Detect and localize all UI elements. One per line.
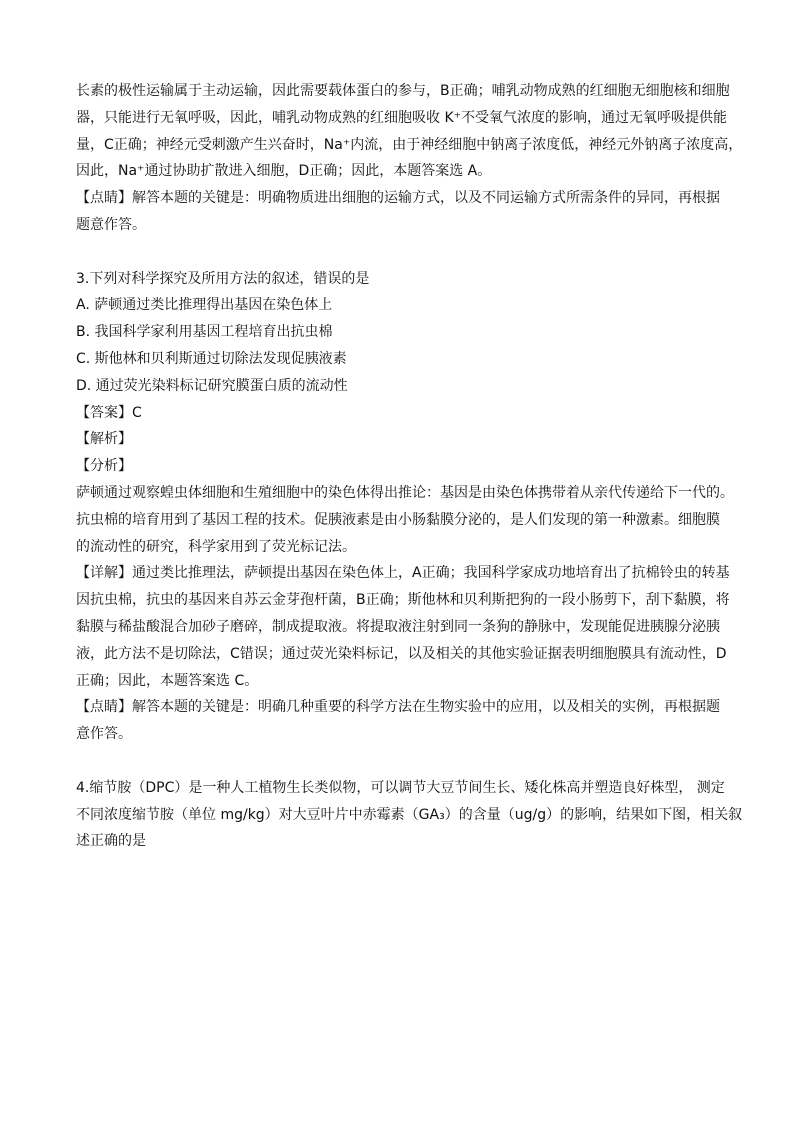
text-line: 黏膜与稀盐酸混合加砂子磨碎，制成提取液。将提取液注射到同一条狗的静脉中，发现能促进胰腺分泌胰 [76, 618, 720, 635]
text-line: 意作答。 [76, 726, 132, 743]
text-line: D. 通过荧光染料标记研究膜蛋白质的流动性 [76, 377, 348, 394]
text-line: 【解析】 [76, 431, 132, 448]
blank-line [76, 748, 736, 775]
text-line: 的流动性的研究，科学家用到了荧光标记法。 [76, 538, 356, 555]
text-line: B. 我国科学家利用基因工程培育出抗虫棉 [76, 324, 333, 341]
text-line: 液，此方法不是切除法，C错误；通过荧光染料标记，以及相关的其他实验证据表明细胞膜具有流动性，D [76, 645, 727, 662]
text-line: 量，C正确；神经元受刺激产生兴奋时，Na⁺内流，由于神经细胞中钠离子浓度低，神经元外钠离子浓度高， [76, 136, 743, 153]
text-line: 【点睛】解答本题的关键是：明确物质进出细胞的运输方式，以及不同运输方式所需条件的异同，再根据 [76, 190, 720, 207]
text-line: 因抗虫棉，抗虫的基因来自苏云金芽孢杆菌，B正确；斯他林和贝利斯把狗的一段小肠剪下，刮下黏膜，将 [76, 592, 730, 609]
text-line: 正确；因此，本题答案选 C。 [76, 672, 259, 689]
text-line: 抗虫棉的培育用到了基因工程的技术。促胰液素是由小肠黏膜分泌的，是人们发现的第一种激素。细胞膜 [76, 511, 720, 528]
text-line: 【点睛】解答本题的关键是：明确几种重要的科学方法在生物实验中的应用，以及相关的实例，再根据题 [76, 699, 720, 716]
text-line: 因此，Na⁺通过协助扩散进入细胞，D正确；因此，本题答案选 A。 [76, 163, 492, 180]
text-line: 长素的极性运输属于主动运输，因此需要载体蛋白的参与，B正确；哺乳动物成熟的红细胞无细胞核和细胞 [76, 83, 730, 99]
blank-line [76, 239, 736, 266]
text-line: 【答案】C [76, 404, 142, 421]
text-line: 4.缩节胺（DPC）是一种人工植物生长类似物，可以调节大豆节间生长、矮化株高并塑造良好株型， 测定 [76, 779, 725, 796]
text-line: 述正确的是 [76, 833, 146, 850]
text-line: 【分析】 [76, 458, 132, 475]
text-line: 萨顿通过观察蝗虫体细胞和生殖细胞中的染色体得出推论：基因是由染色体携带着从亲代传递给下一代的。 [76, 484, 734, 501]
text-line: 【详解】通过类比推理法，萨顿提出基因在染色体上，A正确；我国科学家成功地培育出了抗棉铃虫的转基 [76, 565, 730, 582]
text-line: 题意作答。 [76, 216, 146, 233]
text-line: A. 萨顿通过类比推理得出基因在染色体上 [76, 297, 333, 314]
text-line: 不同浓度缩节胺（单位 mg/kg）对大豆叶片中赤霉素（GA₃）的含量（ug/g）的影响，结果如下图，相关叙 [76, 806, 743, 823]
document-page [76, 78, 743, 855]
text-line: 3.下列对科学探究及所用方法的叙述，错误的是 [76, 270, 370, 287]
text-line: 器，只能进行无氧呼吸，因此，哺乳动物成熟的红细胞吸收 K⁺不受氧气浓度的影响，通过无氧呼吸提供能 [76, 109, 728, 126]
text-line: C. 斯他林和贝利斯通过切除法发现促胰液素 [76, 350, 347, 367]
